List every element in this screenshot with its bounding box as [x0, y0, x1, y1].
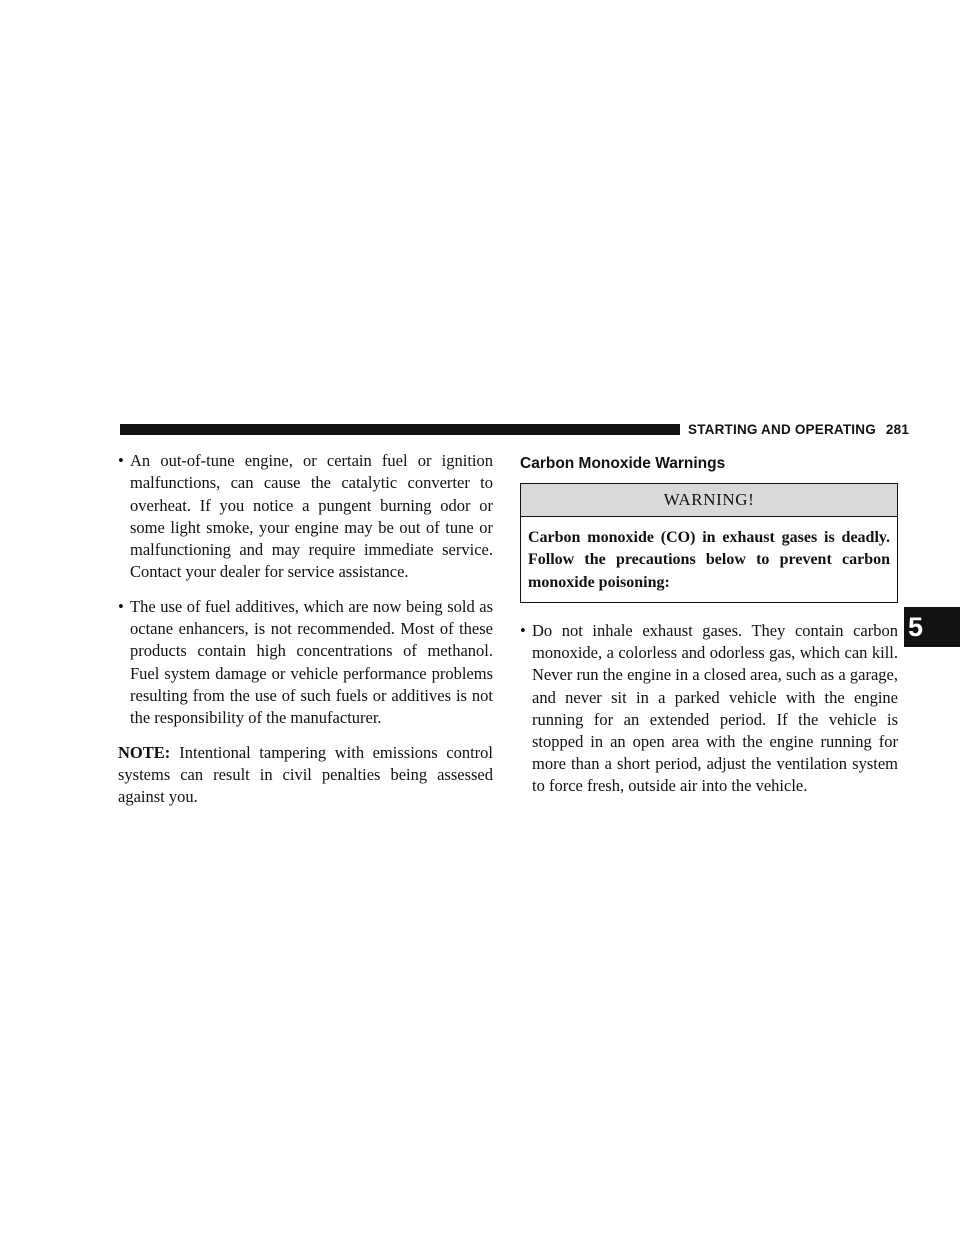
warning-title: WARNING!: [521, 484, 897, 517]
header-section-title: STARTING AND OPERATING: [688, 422, 876, 437]
warning-box: [520, 483, 898, 603]
list-item: [118, 450, 493, 584]
note-paragraph: [118, 742, 493, 809]
header-rule: [120, 424, 680, 435]
section-heading: Carbon Monoxide Warnings: [520, 455, 726, 472]
note-text: Intentional tampering with emissions control systems can result in civil penalties being assessed against you.: [118, 742, 493, 807]
left-column: [118, 450, 493, 808]
list-item-text: The use of fuel additives, which are now being sold as octane enhancers, is not recommended. Most of these products contain high concentrations of methanol. Fuel system damage or vehicle performance problems resulting from the use of such fuels or additives is not the responsibility of the manufacturer.: [130, 596, 493, 728]
bullet-icon: •: [118, 596, 124, 616]
running-header: [688, 421, 909, 438]
list-item: [118, 596, 493, 730]
list-item-text: An out-of-tune engine, or certain fuel or ignition malfunctions, can cause the catalytic converter to overheat. If you notice a pungent burning odor or some light smoke, your engine may be out of tune or malfunctioning and may require immediate service. Contact your dealer for service assistance.: [130, 451, 493, 582]
bullet-icon: •: [118, 451, 124, 470]
warning-body: Carbon monoxide (CO) in exhaust gases is deadly. Follow the precautions below to prevent carbon monoxide poisoning:: [528, 529, 890, 591]
note-label: NOTE:: [118, 742, 171, 762]
right-column: [520, 450, 898, 810]
chapter-tab: 5: [904, 607, 960, 647]
list-item-text: Do not inhale exhaust gases. They contain carbon monoxide, a colorless and odorless gas, which can kill. Never run the engine in a closed area, such as a garage, and never sit in a parked vehicle with the engine running for an extended period. If the vehicle is stopped in an open area with the engine running for more than a short period, adjust the ventilation system to force fresh, outside air into the vehicle.: [532, 620, 898, 796]
list-item: [520, 620, 898, 798]
bullet-icon: •: [520, 620, 526, 640]
page-number: 281: [885, 422, 910, 437]
